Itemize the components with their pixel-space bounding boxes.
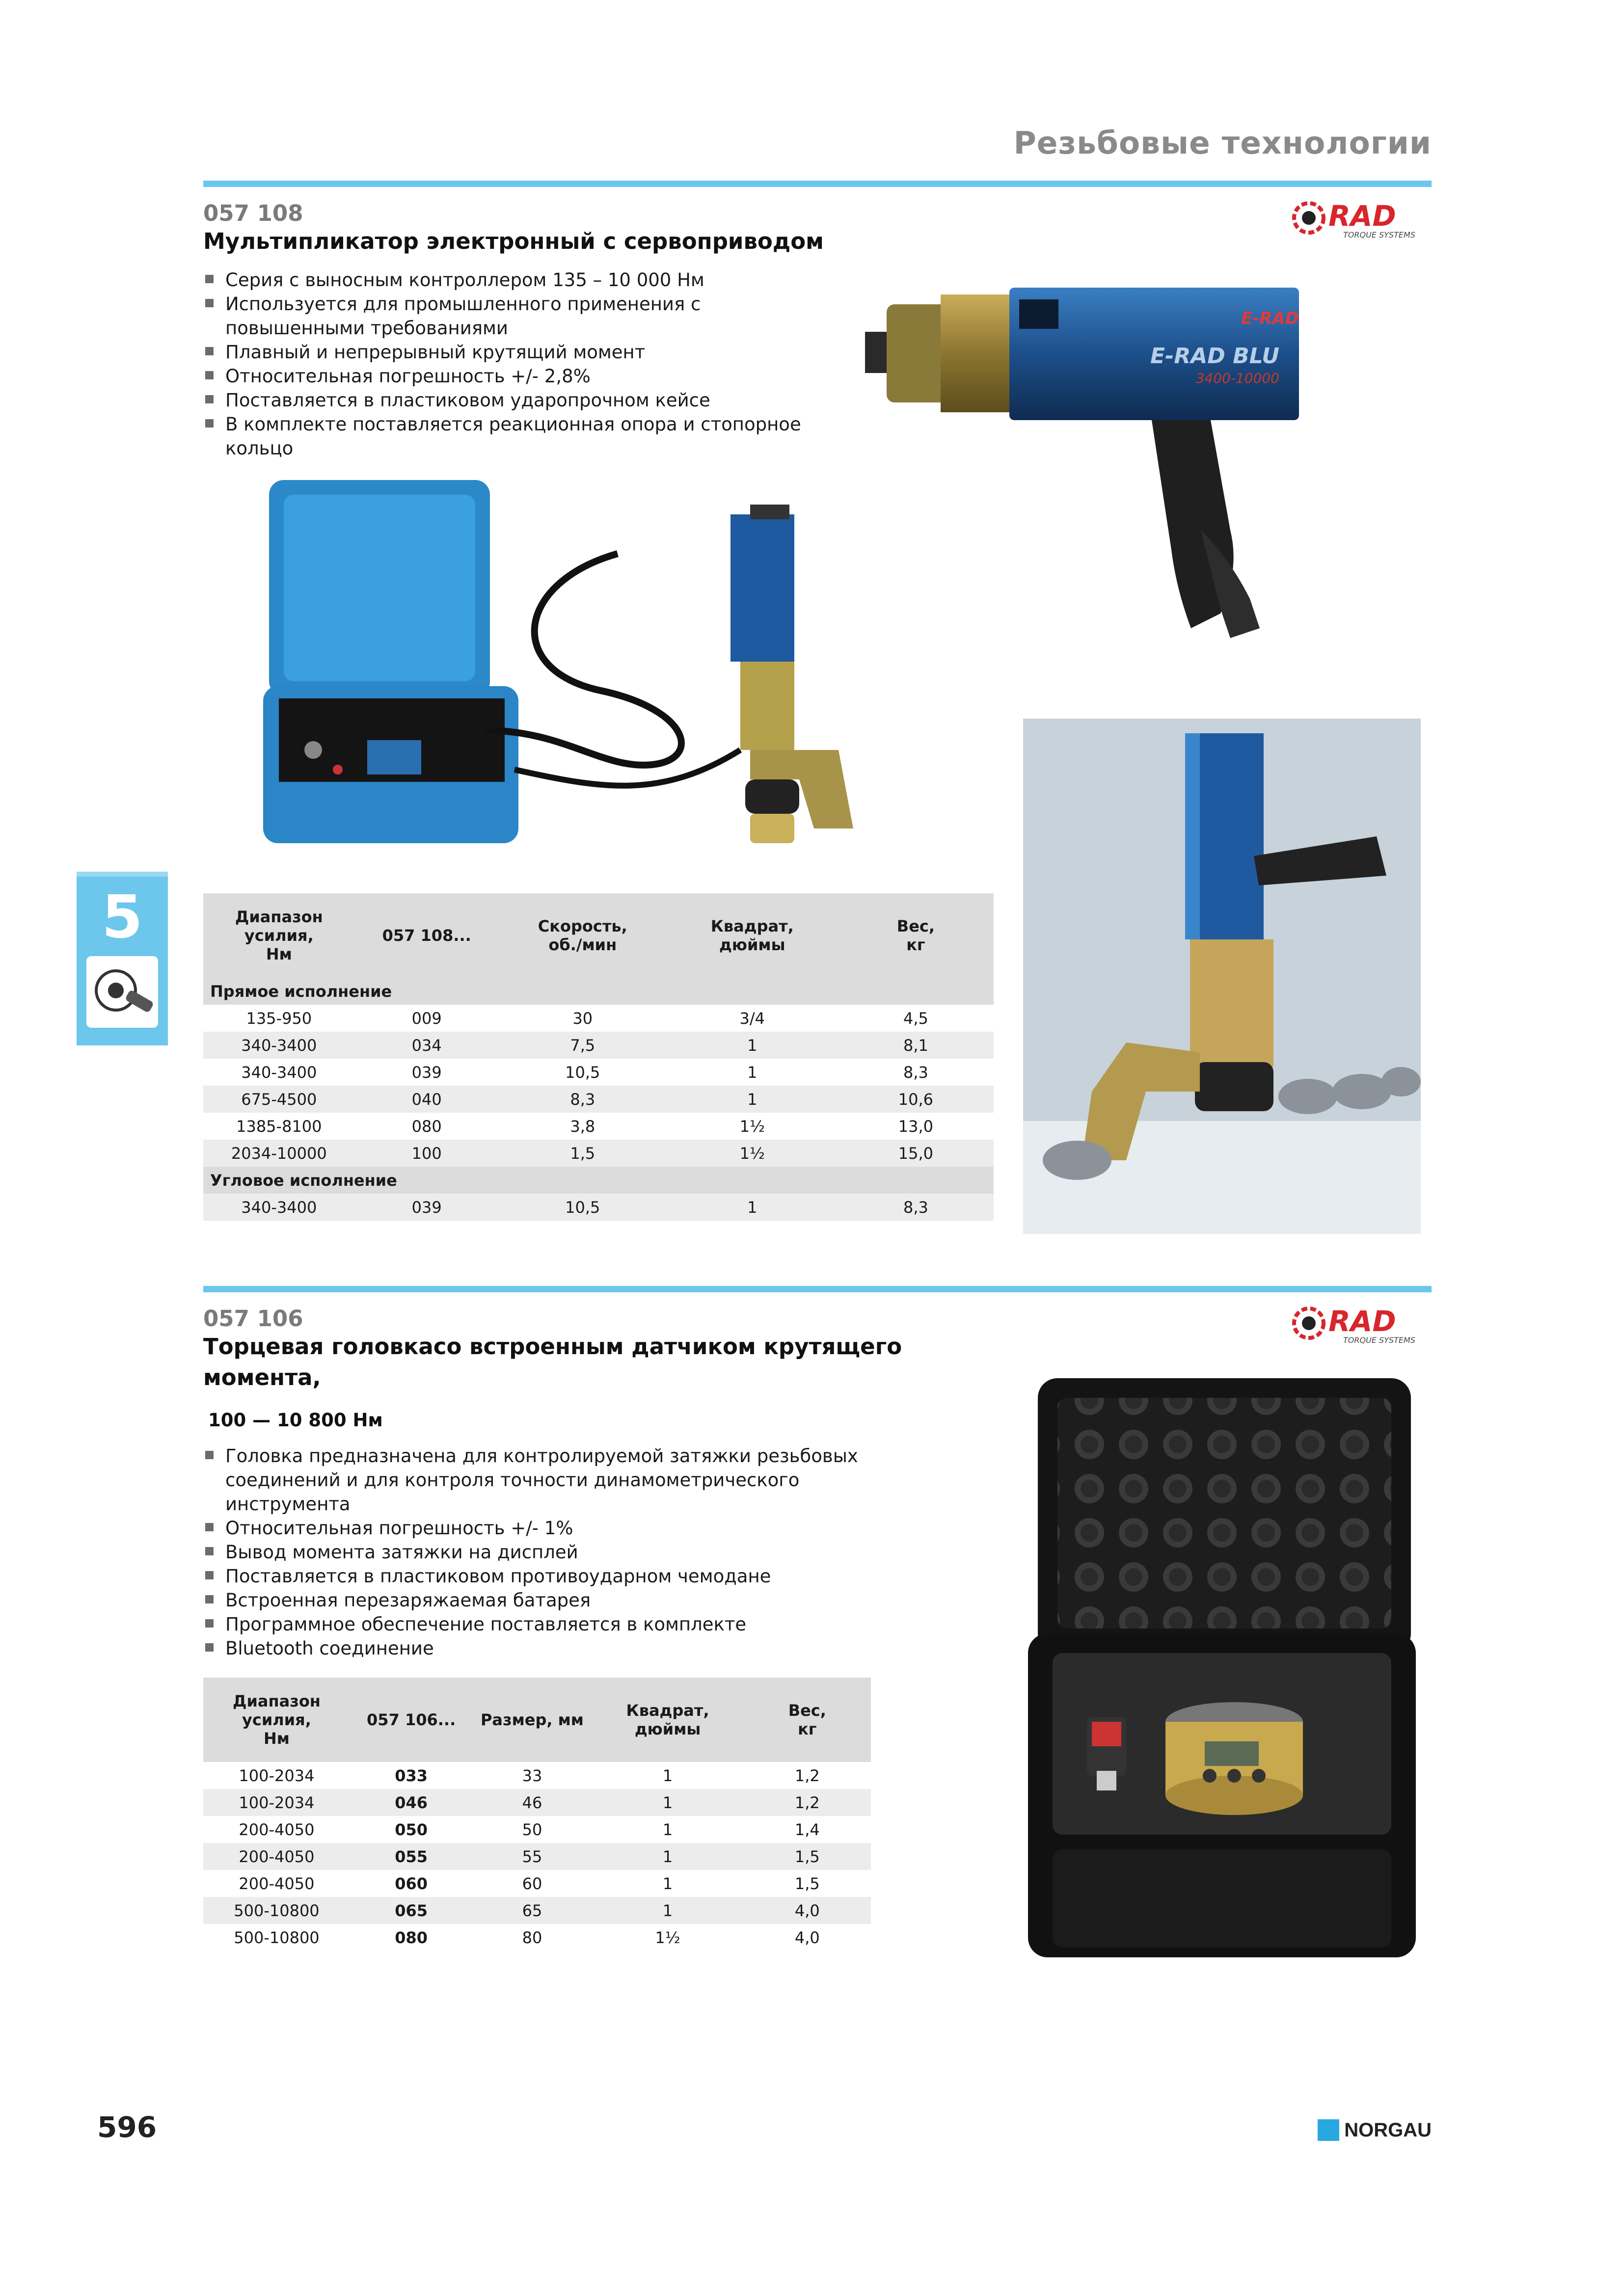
table-row: 500-10800 080 80 1½ 4,0: [234, 1928, 820, 1947]
table-row: 200-4050 060 60 1 1,5: [239, 1874, 820, 1893]
list-item: Относительная погрешность +/- 2,8%: [203, 364, 841, 388]
bullet-icon: [205, 347, 214, 355]
product-code: 057 106: [203, 1306, 303, 1332]
list-item: Плавный и непрерывный крутящий момент: [203, 340, 841, 364]
norgau-logo-text: NORGAU: [1344, 2119, 1432, 2141]
norgau-logo-mark: [1318, 2119, 1339, 2141]
torque-tool-icon: [86, 956, 158, 1028]
bullet-icon: [205, 1571, 214, 1579]
bullet-icon: [205, 1619, 214, 1628]
bullet-icon: [205, 299, 214, 307]
column-header: Диапазон усилия, Нм: [203, 1678, 350, 1762]
chapter-number: 5: [102, 883, 143, 952]
table-row: 675-4500 040 8,3 1 10,6: [203, 1086, 994, 1113]
multiplier-photo: [857, 275, 1432, 658]
column-header: Вес, кг: [744, 1678, 871, 1762]
rad-logo-text: RAD: [1328, 199, 1396, 233]
column-header: Вес, кг: [838, 893, 994, 978]
list-item: Относительная погрешность +/- 1%: [203, 1516, 881, 1540]
table-group-label: Угловое исполнение: [203, 1167, 994, 1194]
bullet-icon: [205, 275, 214, 283]
list-item: Поставляется в пластиковом противоударном чемодане: [203, 1564, 881, 1588]
bullet-icon: [205, 1547, 214, 1555]
list-item: Встроенная перезаряжаемая батарея: [203, 1588, 881, 1612]
product1-spec-table: [203, 893, 994, 1221]
column-header: 057 108...: [355, 893, 499, 978]
norgau-logo: [1318, 2119, 1432, 2141]
column-header: Размер, мм: [472, 1678, 592, 1762]
list-item: Программное обеспечение поставляется в комплекте: [203, 1612, 881, 1636]
feature-list: [203, 268, 841, 460]
rad-logo-tagline: TORQUE SYSTEMS: [1343, 230, 1415, 240]
product2-spec-table: [203, 1678, 871, 1951]
tool-model-label: E-RAD BLU: [1150, 344, 1279, 369]
product-code: 057 108: [203, 200, 303, 226]
section-divider: [203, 181, 1432, 187]
table-row: 2034-10000 100 1,5 1½ 15,0: [203, 1140, 994, 1167]
case-photo: [1023, 1378, 1421, 1957]
table-row: 500-10800 065 65 1 4,0: [203, 1897, 871, 1924]
column-header: Квадрат, дюймы: [667, 893, 838, 978]
application-photo: [1023, 719, 1421, 1234]
column-header: Квадрат, дюймы: [592, 1678, 744, 1762]
bullet-icon: [205, 1643, 214, 1652]
list-item: Серия с выносным контроллером 135 – 10 000 Нм: [203, 268, 841, 292]
bullet-icon: [205, 371, 214, 379]
table-row: 340-3400 039 10,5 1 8,3: [241, 1063, 928, 1082]
bullet-icon: [205, 1595, 214, 1603]
product-title: Торцевая головкасо встроенным датчиком крутящего: [203, 1334, 902, 1360]
table-row: 200-4050 055 55 1 1,5: [203, 1843, 871, 1870]
list-item: Поставляется в пластиковом ударопрочном кейсе: [203, 388, 841, 412]
product-title: Мультипликатор электронный с сервоприводом: [203, 228, 824, 254]
page-number: 596: [97, 2110, 157, 2144]
tool-brand-label: E-RAD: [1241, 309, 1299, 328]
table-row: 340-3400 039 10,5 1 8,3: [203, 1194, 994, 1221]
table-row: 135-950 009 30 3/4 4,5: [246, 1009, 928, 1028]
product-range: 100 — 10 800 Нм: [208, 1410, 383, 1431]
section-divider: [203, 1286, 1432, 1292]
table-row: 340-3400 034 7,5 1 8,1: [203, 1032, 994, 1059]
bullet-icon: [205, 1451, 214, 1459]
list-item: В комплекте поставляется реакционная опора и стопорное кольцо: [203, 412, 841, 460]
bullet-icon: [205, 419, 214, 427]
tool-range-label: 3400-10000: [1195, 370, 1279, 386]
rad-logo: [1289, 197, 1432, 241]
column-header: Диапазон усилия, Нм: [203, 893, 355, 978]
table-row: 1385-8100 080 3,8 1½ 13,0: [236, 1117, 934, 1136]
list-item: Используется для промышленного применения с повышенными требованиями: [203, 292, 841, 340]
table-group-label: Прямое исполнение: [203, 978, 994, 1005]
list-item: Головка предназначена для контролируемой затяжки резьбовых соединений и для контроля точности динамометрического инструмента: [203, 1444, 881, 1516]
column-header: 057 106...: [350, 1678, 472, 1762]
feature-list: [203, 1444, 881, 1660]
rad-logo-tagline: TORQUE SYSTEMS: [1343, 1335, 1415, 1345]
rad-logo-text: RAD: [1328, 1305, 1396, 1338]
section-title: Резьбовые технологии: [1013, 125, 1432, 161]
table-row: 100-2034 046 46 1 1,2: [203, 1789, 871, 1816]
rad-logo: [1289, 1303, 1432, 1347]
list-item: Вывод момента затяжки на дисплей: [203, 1540, 881, 1564]
list-item: Bluetooth соединение: [203, 1636, 881, 1660]
bullet-icon: [205, 1523, 214, 1531]
table-row: 100-2034 033 33 1 1,2: [239, 1766, 820, 1785]
column-header: Скорость, об./мин: [499, 893, 667, 978]
product-title-continued: момента,: [203, 1364, 321, 1390]
table-row: 200-4050 050 50 1 1,4: [239, 1820, 820, 1839]
controller-kit-photo: [259, 475, 883, 868]
bullet-icon: [205, 395, 214, 403]
chapter-tab-highlight: [77, 872, 168, 877]
